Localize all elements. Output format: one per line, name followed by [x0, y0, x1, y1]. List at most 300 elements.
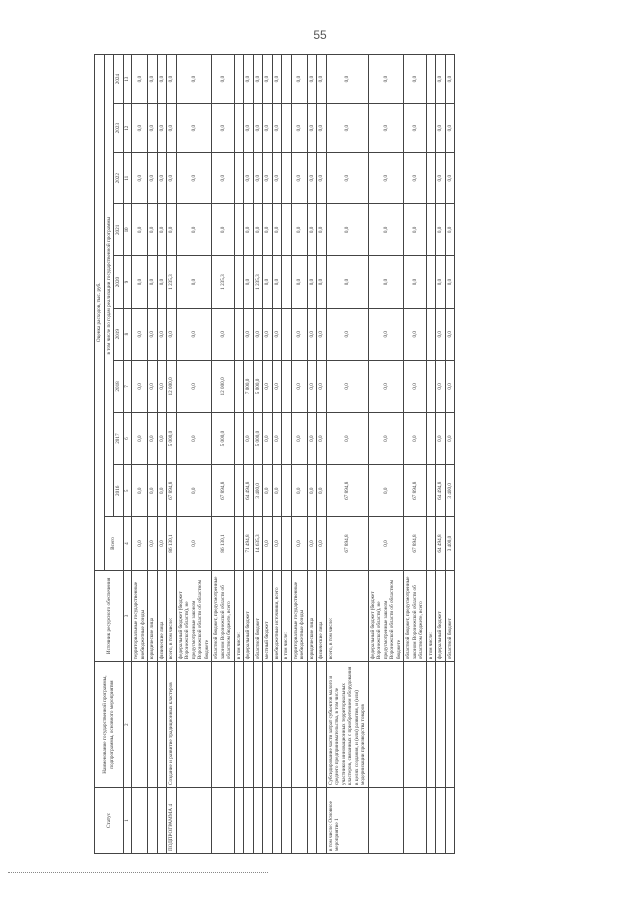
- year-value-cell: 0,0: [167, 153, 177, 204]
- status-cell: [253, 787, 263, 853]
- status-cell: ПОДПРОГРАММА 4: [167, 787, 177, 853]
- year-value-cell: 0,0: [148, 308, 158, 360]
- year-value-cell: [426, 256, 436, 308]
- program-name-cell: [404, 662, 427, 788]
- total-value-cell: 67 894,8: [326, 517, 368, 570]
- year-value-cell: 5 000,0: [167, 413, 177, 465]
- year-value-cell: 0,0: [436, 360, 446, 412]
- table-body: [132, 55, 455, 854]
- source-cell: областной бюджет: [445, 570, 455, 662]
- year-value-cell: 0,0: [157, 104, 167, 153]
- year-value-cell: 0,0: [326, 55, 368, 104]
- year-value-cell: 0,0: [176, 104, 212, 153]
- column-numbers-row: [123, 55, 132, 854]
- year-value-cell: 0,0: [263, 204, 273, 256]
- header-by-years: в том числе по годам реализации государственной программы: [104, 55, 114, 517]
- program-name-cell: [212, 662, 235, 788]
- status-cell: [263, 787, 273, 853]
- year-value-cell: 0,0: [317, 413, 327, 465]
- column-number: 6: [123, 413, 132, 465]
- rotated-page-content: [94, 54, 622, 854]
- year-value-cell: 0,0: [445, 360, 455, 412]
- column-number: 2: [123, 662, 132, 788]
- program-name-cell: [263, 662, 273, 788]
- total-value-cell: 71 494,8: [244, 517, 254, 570]
- total-value-cell: 0,0: [272, 517, 282, 570]
- total-value-cell: 67 894,8: [404, 517, 427, 570]
- source-cell: областной бюджет, предусмотренные законом Воронежской области об областном бюджете, всего: [212, 570, 235, 662]
- source-cell: областной бюджет: [253, 570, 263, 662]
- source-cell: в том числе:: [426, 570, 436, 662]
- year-value-cell: 0,0: [307, 204, 317, 256]
- year-value-cell: 5 000,0: [253, 360, 263, 412]
- table-row: [426, 55, 436, 854]
- year-value-cell: 0,0: [244, 308, 254, 360]
- program-name-cell: Создание и развитие традиционных кластеров: [167, 662, 177, 788]
- column-number: 11: [123, 153, 132, 204]
- column-number: 7: [123, 360, 132, 412]
- year-value-cell: 0,0: [263, 465, 273, 517]
- table-row: [368, 55, 404, 854]
- year-value-cell: 0,0: [148, 256, 158, 308]
- header-year: 2022: [114, 153, 124, 204]
- year-value-cell: 0,0: [404, 360, 427, 412]
- year-value-cell: 5 000,0: [253, 413, 263, 465]
- year-value-cell: 3 400,0: [253, 465, 263, 517]
- year-value-cell: 0,0: [368, 413, 404, 465]
- status-cell: [132, 787, 148, 853]
- source-cell: всего, в том числе:: [326, 570, 368, 662]
- year-value-cell: 64 494,8: [244, 465, 254, 517]
- program-name-cell: [307, 662, 317, 788]
- column-number: 3: [123, 570, 132, 662]
- year-value-cell: 0,0: [445, 413, 455, 465]
- year-value-cell: [234, 204, 244, 256]
- year-value-cell: 0,0: [368, 308, 404, 360]
- year-value-cell: 64 494,8: [436, 465, 446, 517]
- year-value-cell: 0,0: [176, 360, 212, 412]
- year-value-cell: 0,0: [272, 413, 282, 465]
- year-value-cell: [426, 204, 436, 256]
- year-value-cell: 0,0: [176, 256, 212, 308]
- year-value-cell: 0,0: [291, 308, 307, 360]
- status-cell: [157, 787, 167, 853]
- year-value-cell: 0,0: [445, 256, 455, 308]
- source-cell: физические лица: [157, 570, 167, 662]
- year-value-cell: [426, 55, 436, 104]
- year-value-cell: 0,0: [244, 413, 254, 465]
- total-value-cell: 0,0: [132, 517, 148, 570]
- table-row: [212, 55, 235, 854]
- year-value-cell: 0,0: [272, 153, 282, 204]
- year-value-cell: 0,0: [148, 413, 158, 465]
- year-value-cell: 0,0: [445, 308, 455, 360]
- year-value-cell: 0,0: [307, 308, 317, 360]
- year-value-cell: 0,0: [272, 104, 282, 153]
- year-value-cell: [426, 153, 436, 204]
- year-value-cell: 12 000,0: [167, 360, 177, 412]
- year-value-cell: 0,0: [244, 204, 254, 256]
- program-name-cell: [436, 662, 446, 788]
- header-status: Статус: [95, 787, 124, 853]
- year-value-cell: 0,0: [167, 55, 177, 104]
- year-value-cell: 0,0: [317, 465, 327, 517]
- header-year: 2017: [114, 413, 124, 465]
- source-cell: физические лица: [317, 570, 327, 662]
- year-value-cell: 0,0: [307, 465, 317, 517]
- year-value-cell: [426, 308, 436, 360]
- year-value-cell: 0,0: [148, 55, 158, 104]
- status-cell: [445, 787, 455, 853]
- status-cell: [436, 787, 446, 853]
- year-value-cell: 0,0: [157, 308, 167, 360]
- source-cell: областной бюджет, предусмотренные законом Воронежской области об областном бюджете, всего: [404, 570, 427, 662]
- header-program-name: Наименование государственной программы, подпрограммы, основного мероприятия: [95, 662, 124, 788]
- year-value-cell: 0,0: [368, 204, 404, 256]
- year-value-cell: 0,0: [326, 256, 368, 308]
- source-cell: федеральный бюджет (бюджет Воронежской области), не предусмотренные законом Воронежской области об областном бюджете: [176, 570, 212, 662]
- year-value-cell: [282, 465, 292, 517]
- column-number: 5: [123, 465, 132, 517]
- year-value-cell: 0,0: [176, 55, 212, 104]
- column-number: 10: [123, 204, 132, 256]
- program-name-cell: [157, 662, 167, 788]
- year-value-cell: 0,0: [445, 204, 455, 256]
- status-cell: [244, 787, 254, 853]
- status-cell: [307, 787, 317, 853]
- year-value-cell: 0,0: [404, 55, 427, 104]
- table-row: [272, 55, 282, 854]
- total-value-cell: 0,0: [157, 517, 167, 570]
- program-name-cell: [244, 662, 254, 788]
- year-value-cell: [234, 104, 244, 153]
- year-value-cell: [282, 204, 292, 256]
- year-value-cell: 0,0: [157, 153, 167, 204]
- year-value-cell: 3 400,0: [445, 465, 455, 517]
- year-value-cell: 0,0: [307, 55, 317, 104]
- total-value-cell: 0,0: [148, 517, 158, 570]
- year-value-cell: [426, 413, 436, 465]
- year-value-cell: [234, 360, 244, 412]
- source-cell: в том числе:: [234, 570, 244, 662]
- status-cell: [282, 787, 292, 853]
- year-value-cell: 0,0: [148, 104, 158, 153]
- table-row: [317, 55, 327, 854]
- column-number: 8: [123, 308, 132, 360]
- program-name-cell: [148, 662, 158, 788]
- year-value-cell: 0,0: [132, 55, 148, 104]
- bottom-rule: [8, 872, 268, 873]
- year-value-cell: 0,0: [263, 153, 273, 204]
- year-value-cell: 0,0: [132, 360, 148, 412]
- header-year: 2016: [114, 465, 124, 517]
- year-value-cell: [426, 360, 436, 412]
- header-year: 2019: [114, 308, 124, 360]
- source-cell: территориальные государственные внебюджетные фонды: [132, 570, 148, 662]
- source-cell: территориальные государственные внебюджетные фонды: [291, 570, 307, 662]
- year-value-cell: [282, 153, 292, 204]
- year-value-cell: 7 000,0: [244, 360, 254, 412]
- year-value-cell: 0,0: [253, 104, 263, 153]
- year-value-cell: 0,0: [404, 204, 427, 256]
- source-cell: юридические лица: [148, 570, 158, 662]
- year-value-cell: 0,0: [272, 308, 282, 360]
- year-value-cell: 0,0: [132, 308, 148, 360]
- year-value-cell: 0,0: [176, 204, 212, 256]
- table-row: [307, 55, 317, 854]
- year-value-cell: 0,0: [253, 55, 263, 104]
- year-value-cell: [234, 413, 244, 465]
- year-value-cell: [234, 465, 244, 517]
- total-value-cell: 0,0: [307, 517, 317, 570]
- total-value-cell: 86 130,1: [212, 517, 235, 570]
- year-value-cell: 1 235,3: [212, 256, 235, 308]
- year-value-cell: 0,0: [368, 256, 404, 308]
- year-value-cell: 0,0: [176, 308, 212, 360]
- year-value-cell: 0,0: [404, 308, 427, 360]
- year-value-cell: 0,0: [253, 153, 263, 204]
- year-value-cell: 0,0: [307, 153, 317, 204]
- total-value-cell: [234, 517, 244, 570]
- table-row: [176, 55, 212, 854]
- column-number: 9: [123, 256, 132, 308]
- total-value-cell: [282, 517, 292, 570]
- year-value-cell: 0,0: [445, 55, 455, 104]
- total-value-cell: 0,0: [176, 517, 212, 570]
- year-value-cell: 0,0: [445, 104, 455, 153]
- year-value-cell: 0,0: [436, 308, 446, 360]
- year-value-cell: 0,0: [148, 204, 158, 256]
- year-value-cell: 0,0: [167, 204, 177, 256]
- year-value-cell: 0,0: [404, 413, 427, 465]
- year-value-cell: 0,0: [132, 413, 148, 465]
- year-value-cell: 0,0: [317, 360, 327, 412]
- header-year: 2020: [114, 256, 124, 308]
- year-value-cell: 0,0: [317, 308, 327, 360]
- year-value-cell: 0,0: [132, 153, 148, 204]
- year-value-cell: 0,0: [148, 360, 158, 412]
- total-value-cell: 86 130,1: [167, 517, 177, 570]
- year-value-cell: 0,0: [436, 413, 446, 465]
- year-value-cell: 0,0: [404, 153, 427, 204]
- year-value-cell: 0,0: [132, 204, 148, 256]
- status-cell: [234, 787, 244, 853]
- year-value-cell: 0,0: [368, 465, 404, 517]
- year-value-cell: 0,0: [272, 360, 282, 412]
- program-name-cell: [368, 662, 404, 788]
- total-value-cell: 3 400,0: [445, 517, 455, 570]
- status-cell: [272, 787, 282, 853]
- column-number: 13: [123, 55, 132, 104]
- source-cell: всего, в том числе:: [167, 570, 177, 662]
- year-value-cell: 0,0: [132, 465, 148, 517]
- year-value-cell: 0,0: [212, 153, 235, 204]
- year-value-cell: 0,0: [291, 204, 307, 256]
- year-value-cell: 0,0: [317, 55, 327, 104]
- year-value-cell: 0,0: [317, 256, 327, 308]
- year-value-cell: 0,0: [317, 104, 327, 153]
- status-cell: [291, 787, 307, 853]
- year-value-cell: 0,0: [436, 204, 446, 256]
- year-value-cell: 0,0: [244, 104, 254, 153]
- source-cell: федеральный бюджет (бюджет Воронежской области), не предусмотренные законом Воронежской области об областном бюджете: [368, 570, 404, 662]
- year-value-cell: 0,0: [307, 413, 317, 465]
- year-value-cell: 67 894,8: [167, 465, 177, 517]
- program-name-cell: [426, 662, 436, 788]
- year-value-cell: 0,0: [157, 413, 167, 465]
- status-cell: [148, 787, 158, 853]
- year-value-cell: 0,0: [263, 256, 273, 308]
- header-year: 2023: [114, 104, 124, 153]
- year-value-cell: [234, 256, 244, 308]
- year-value-cell: 0,0: [436, 153, 446, 204]
- table-row: [263, 55, 273, 854]
- year-value-cell: 0,0: [272, 256, 282, 308]
- year-value-cell: [234, 308, 244, 360]
- year-value-cell: 0,0: [326, 153, 368, 204]
- year-value-cell: [282, 256, 292, 308]
- year-value-cell: 0,0: [436, 104, 446, 153]
- year-value-cell: 0,0: [436, 55, 446, 104]
- year-value-cell: 0,0: [326, 360, 368, 412]
- year-value-cell: 0,0: [263, 55, 273, 104]
- status-cell: [404, 787, 427, 853]
- table-row: [132, 55, 148, 854]
- year-value-cell: 0,0: [291, 104, 307, 153]
- program-name-cell: [176, 662, 212, 788]
- year-value-cell: 67 894,8: [404, 465, 427, 517]
- status-cell: [426, 787, 436, 853]
- table-row: [148, 55, 158, 854]
- program-name-cell: [234, 662, 244, 788]
- year-value-cell: 0,0: [307, 104, 317, 153]
- year-value-cell: 5 000,0: [212, 413, 235, 465]
- year-value-cell: 0,0: [368, 153, 404, 204]
- header-year: 2018: [114, 360, 124, 412]
- year-value-cell: 0,0: [445, 153, 455, 204]
- year-value-cell: [282, 360, 292, 412]
- year-value-cell: 0,0: [291, 465, 307, 517]
- budget-table: [94, 54, 455, 854]
- year-value-cell: 0,0: [157, 204, 167, 256]
- year-value-cell: 0,0: [317, 153, 327, 204]
- year-value-cell: 0,0: [307, 360, 317, 412]
- year-value-cell: [282, 308, 292, 360]
- program-name-cell: [272, 662, 282, 788]
- status-cell: [317, 787, 327, 853]
- year-value-cell: 12 000,0: [212, 360, 235, 412]
- year-value-cell: 0,0: [317, 204, 327, 256]
- total-value-cell: 14 635,3: [253, 517, 263, 570]
- table-row: [234, 55, 244, 854]
- year-value-cell: 0,0: [157, 360, 167, 412]
- year-value-cell: 0,0: [132, 256, 148, 308]
- year-value-cell: 0,0: [307, 256, 317, 308]
- source-cell: федеральный бюджет: [436, 570, 446, 662]
- status-cell: [212, 787, 235, 853]
- year-value-cell: 0,0: [253, 308, 263, 360]
- table-row: [445, 55, 455, 854]
- source-cell: местный бюджет: [263, 570, 273, 662]
- total-value-cell: 0,0: [368, 517, 404, 570]
- program-name-cell: [132, 662, 148, 788]
- header-year: 2024: [114, 55, 124, 104]
- year-value-cell: [426, 465, 436, 517]
- year-value-cell: 0,0: [212, 308, 235, 360]
- table-row: [157, 55, 167, 854]
- year-value-cell: 0,0: [157, 465, 167, 517]
- year-value-cell: 0,0: [253, 204, 263, 256]
- year-value-cell: 0,0: [212, 204, 235, 256]
- program-name-cell: [291, 662, 307, 788]
- year-value-cell: 0,0: [263, 104, 273, 153]
- year-value-cell: 0,0: [436, 256, 446, 308]
- header-source: Источник ресурсного обеспечения: [95, 570, 124, 662]
- year-value-cell: 0,0: [167, 308, 177, 360]
- year-value-cell: 1 235,3: [253, 256, 263, 308]
- year-value-cell: 0,0: [244, 153, 254, 204]
- year-value-cell: 0,0: [157, 256, 167, 308]
- source-cell: юридические лица: [307, 570, 317, 662]
- year-value-cell: 0,0: [272, 55, 282, 104]
- year-value-cell: 0,0: [148, 153, 158, 204]
- year-value-cell: 0,0: [326, 308, 368, 360]
- year-value-cell: 67 894,8: [326, 465, 368, 517]
- year-value-cell: 0,0: [272, 465, 282, 517]
- year-value-cell: [282, 55, 292, 104]
- year-value-cell: 0,0: [404, 256, 427, 308]
- total-value-cell: 0,0: [317, 517, 327, 570]
- program-name-cell: [317, 662, 327, 788]
- header-total: Всего: [104, 517, 123, 570]
- year-value-cell: 0,0: [167, 104, 177, 153]
- table-row: [404, 55, 427, 854]
- year-value-cell: [426, 104, 436, 153]
- table-row: [167, 55, 177, 854]
- source-cell: внебюджетные источники, всего: [272, 570, 282, 662]
- year-value-cell: 0,0: [263, 308, 273, 360]
- year-value-cell: 0,0: [212, 104, 235, 153]
- year-value-cell: 0,0: [291, 360, 307, 412]
- table-row: [253, 55, 263, 854]
- source-cell: в том числе:: [282, 570, 292, 662]
- year-value-cell: 0,0: [291, 256, 307, 308]
- year-value-cell: 1 235,3: [167, 256, 177, 308]
- program-name-cell: [445, 662, 455, 788]
- program-name-cell: [282, 662, 292, 788]
- year-value-cell: 0,0: [404, 104, 427, 153]
- source-cell: федеральный бюджет: [244, 570, 254, 662]
- year-value-cell: 0,0: [212, 55, 235, 104]
- column-number: 4: [123, 517, 132, 570]
- header-year: 2021: [114, 204, 124, 256]
- total-value-cell: 0,0: [263, 517, 273, 570]
- program-name-cell: Субсидирование части затрат субъектов малого и среднего предпринимательства, в том числе участников инновационных территориальных кластеров, связанных с приобретением оборудования в целях создания, и (или) развития, и (или) модернизации производства товаров: [326, 662, 368, 788]
- year-value-cell: 0,0: [132, 104, 148, 153]
- column-number: 12: [123, 104, 132, 153]
- year-value-cell: 0,0: [176, 153, 212, 204]
- year-value-cell: 67 894,8: [212, 465, 235, 517]
- status-cell: [368, 787, 404, 853]
- program-name-cell: [253, 662, 263, 788]
- year-value-cell: [282, 104, 292, 153]
- year-value-cell: 0,0: [148, 465, 158, 517]
- year-value-cell: 0,0: [291, 413, 307, 465]
- table-row: [291, 55, 307, 854]
- year-value-cell: [234, 55, 244, 104]
- year-value-cell: 0,0: [368, 104, 404, 153]
- year-value-cell: 0,0: [263, 413, 273, 465]
